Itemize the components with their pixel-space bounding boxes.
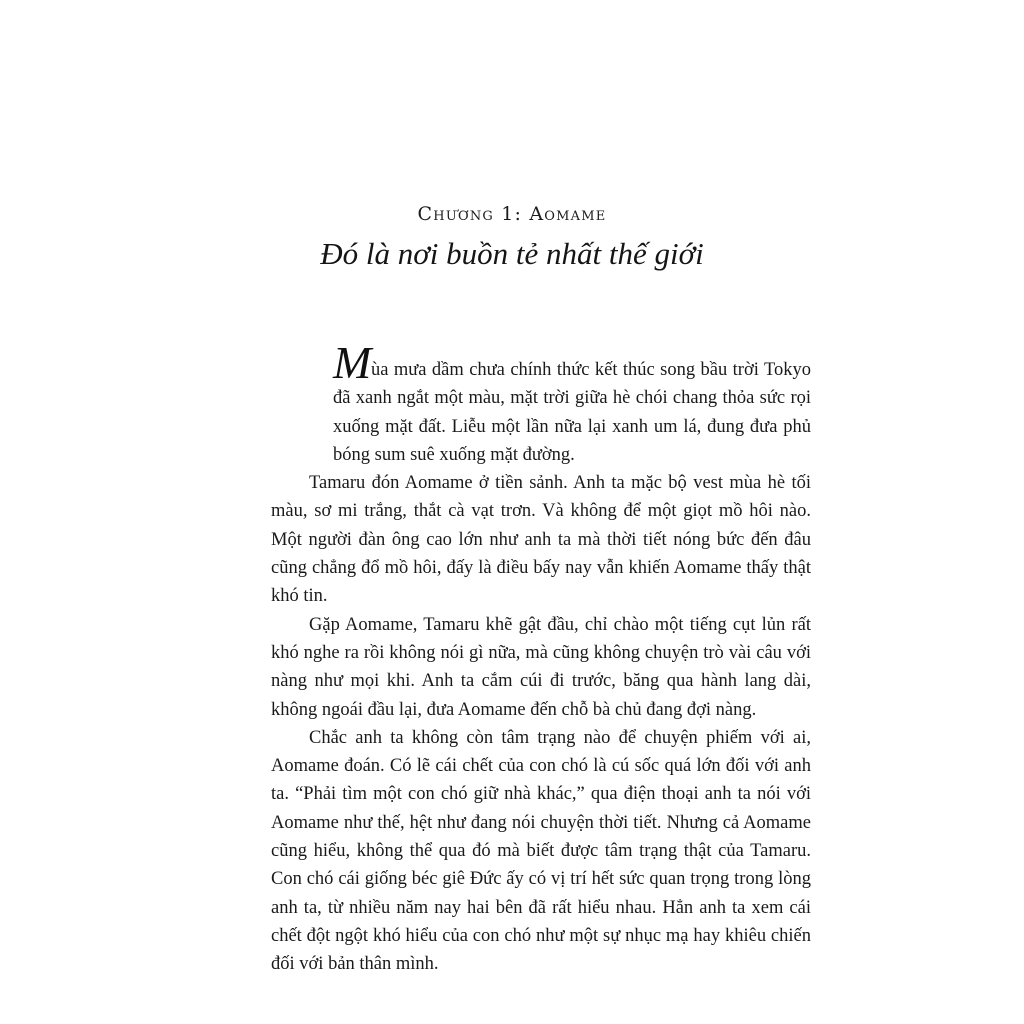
paragraph-2: Tamaru đón Aomame ở tiền sảnh. Anh ta mặc bộ vest mùa hè tối màu, sơ mi trắng, thắt cà vạt trơn. Và không để một giọt mồ hôi nào. Một người đàn ông cao lớn như anh ta mà thời tiết nóng bức đến đâu cũng chẳng đổ mồ hôi, đấy là điều bấy nay vẫn khiến Aomame thấy thật khó tin. [271, 473, 811, 607]
paragraph-3: Gặp Aomame, Tamaru khẽ gật đầu, chỉ chào một tiếng cụt lủn rất khó nghe ra rồi không nói gì nữa, mà cũng không chuyện trò vài câu với nàng như mọi khi. Anh ta cắm cúi đi trước, băng qua hành lang dài, không ngoái đầu lại, đưa Aomame đến chỗ bà chủ đang đợi nàng. [271, 614, 811, 720]
paragraph-1 [271, 337, 811, 469]
body-text [271, 337, 811, 979]
drop-cap: M [333, 337, 372, 388]
chapter-title: Đó là nơi buồn tẻ nhất thế giới [320, 236, 704, 271]
paragraph-4: Chắc anh ta không còn tâm trạng nào để chuyện phiếm với ai, Aomame đoán. Có lẽ cái chết của con chó là cú sốc quá lớn đối với anh ta. “Phải tìm một con chó giữ nhà khác,” qua điện thoại anh ta nói với Aomame như thế, hệt như đang nói chuyện thời tiết. Nhưng cả Aomame cũng hiểu, không thể qua đó mà biết được tâm trạng thật của Tamaru. Con chó cái giống béc giê Đức ấy có vị trí hết sức quan trọng trong lòng anh ta, từ nhiều năm nay hai bên đã rất hiểu nhau. Hẳn anh ta xem cái chết đột ngột khó hiểu của con chó như một sự nhục mạ hay khiêu chiến đối với bản thân mình. [271, 727, 811, 975]
paragraph-1-text: ùa mưa dầm chưa chính thức kết thúc song bầu trời Tokyo đã xanh ngắt một màu, mặt trời giữa hè chói chang thỏa sức rọi xuống mặt đất. Liễu một lần nữa lại xanh um lá, đung đưa phủ bóng sum suê xuống mặt đường. [333, 360, 811, 465]
chapter-heading: Chương 1: Aomame [417, 203, 607, 225]
